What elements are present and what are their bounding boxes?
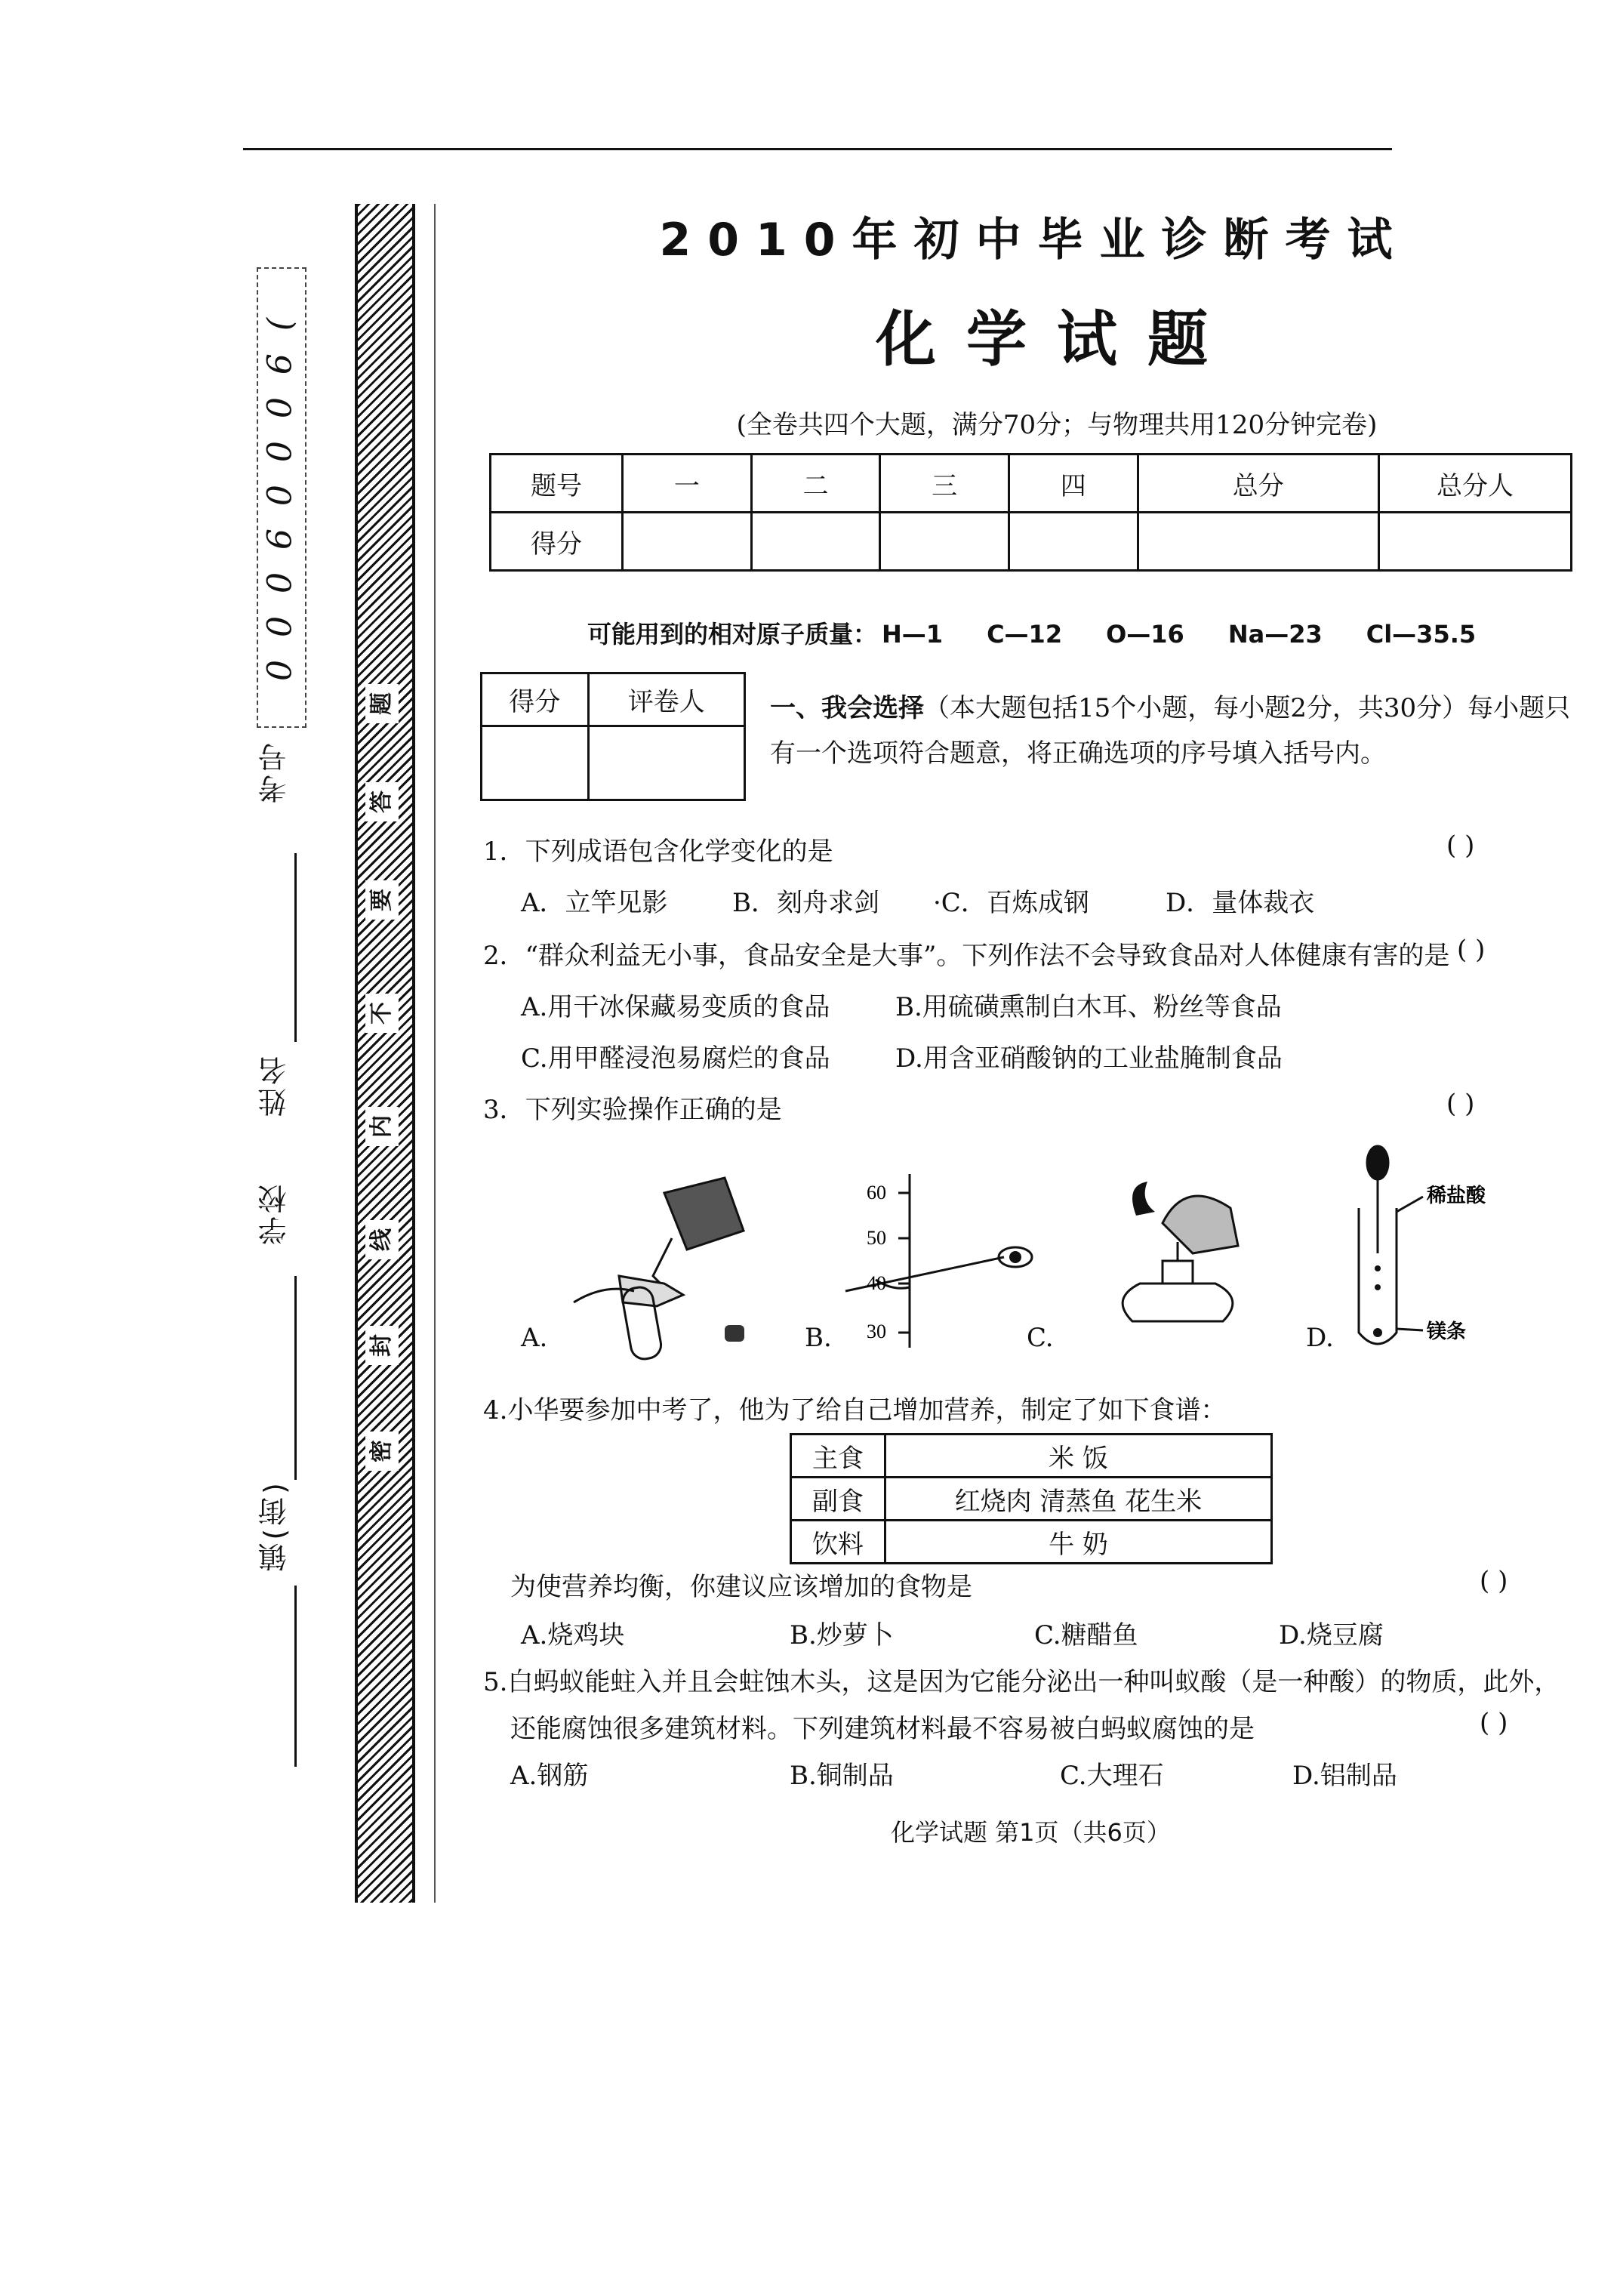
menu-value: 牛 奶 <box>885 1521 1272 1564</box>
question-1: 1．下列成语包含化学变化的是 <box>483 837 833 867</box>
q1-option-d: D．量体裁衣 <box>1166 888 1315 918</box>
question-5: 5.白蚂蚁能蛀入并且会蛀蚀木头，这是因为它能分泌出一种叫蚁酸（是一种酸）的物质，此外， <box>483 1667 1560 1697</box>
score-table <box>489 453 1572 572</box>
margin-separator <box>434 204 436 1903</box>
atomic-mass-item: C—12 <box>987 620 1063 649</box>
atomic-masses-label: 可能用到的相对原子质量： <box>587 620 878 649</box>
q2-option-c: C.用甲醛浸泡易腐烂的食品 <box>521 1043 830 1074</box>
score-row-label: 得分 <box>491 513 623 571</box>
strip-char: 封 <box>365 1326 399 1365</box>
strip-char: 内 <box>365 1107 399 1146</box>
section1-heading <box>770 686 1585 776</box>
subject-title: 化学试题 <box>876 304 1238 374</box>
exam-number-label: 考号 <box>258 740 291 803</box>
menu-key: 主食 <box>791 1435 885 1478</box>
q5-option-c: C.大理石 <box>1060 1761 1164 1791</box>
q1-option-c: ·C．百炼成钢 <box>933 888 1089 918</box>
atomic-mass-item: H—1 <box>882 620 944 649</box>
question-5-cont: 还能腐蚀很多建筑材料。下列建筑材料最不容易被白蚂蚁腐蚀的是 <box>510 1714 1255 1744</box>
figure-d-dropper <box>1344 1140 1540 1359</box>
hydrochloric-acid-label: 稀盐酸 <box>1427 1185 1486 1207</box>
answer-blank-5[interactable]: ( ) <box>1480 1708 1508 1738</box>
grader-table <box>480 672 746 801</box>
menu-key: 饮料 <box>791 1521 885 1564</box>
section1-instruction: （本大题包括15个小题，每小题2分，共30分）每小题只有一个选项符合题意，将正确选项的序号填入括号内。 <box>770 693 1571 769</box>
figure-c-alcohol-lamp <box>1079 1170 1276 1359</box>
score-cell[interactable] <box>1009 513 1138 571</box>
flame-icon <box>1132 1182 1155 1216</box>
figure-label-b: B. <box>805 1323 832 1353</box>
atomic-mass-item: O—16 <box>1106 620 1184 649</box>
grader-name-cell[interactable] <box>588 726 744 800</box>
grader-score-header: 得分 <box>482 673 589 726</box>
score-header-cell: 题号 <box>491 455 623 513</box>
score-header-cell: 二 <box>751 455 880 513</box>
q4-option-c: C.糖醋鱼 <box>1034 1620 1138 1650</box>
q1-option-b: B．刻舟求剑 <box>732 888 879 918</box>
cylinder-tick: 60 <box>867 1182 886 1203</box>
q5-option-b: B.铜制品 <box>790 1761 894 1791</box>
q1-option-a: A．立竿见影 <box>521 888 668 918</box>
exam-number-line <box>294 853 297 1042</box>
score-cell[interactable] <box>751 513 880 571</box>
score-header-cell: 四 <box>1009 455 1138 513</box>
strip-char: 题 <box>365 684 399 723</box>
strip-char: 线 <box>365 1220 399 1259</box>
cylinder-tick: 30 <box>867 1321 886 1342</box>
strip-char: 密 <box>365 1432 399 1471</box>
question-2: 2．“群众利益无小事，食品安全是大事”。下列作法不会导致食品对人体健康有害的是 <box>483 941 1450 971</box>
figure-label-a: A. <box>521 1323 548 1353</box>
school-line <box>294 1276 297 1480</box>
section1-title: 一、我会选择 <box>770 693 924 723</box>
magnesium-label: 镁条 <box>1427 1321 1467 1343</box>
score-cell[interactable] <box>880 513 1009 571</box>
answer-blank-4[interactable]: ( ) <box>1480 1566 1508 1596</box>
q2-option-b: B.用硫磺熏制白木耳、粉丝等食品 <box>895 992 1282 1022</box>
town-label: 镇(街) <box>258 1480 291 1572</box>
menu-value: 红烧肉 清蒸鱼 花生米 <box>885 1478 1272 1521</box>
top-rule <box>243 148 1392 150</box>
score-header-cell: 三 <box>880 455 1009 513</box>
grader-name-header: 评卷人 <box>588 673 744 726</box>
score-cell[interactable] <box>1138 513 1378 571</box>
question-4-follow: 为使营养均衡，你建议应该增加的食物是 <box>510 1572 972 1602</box>
figure-label-c: C. <box>1027 1323 1054 1353</box>
answer-blank-2[interactable]: ( ) <box>1457 935 1486 965</box>
q4-option-a: A.烧鸡块 <box>521 1620 625 1650</box>
eye-icon <box>1009 1251 1021 1263</box>
town-line <box>294 1586 297 1767</box>
q5-option-a: A.钢筋 <box>510 1761 589 1791</box>
score-cell[interactable] <box>623 513 752 571</box>
score-header-cell: 总分人 <box>1379 455 1572 513</box>
atomic-mass-item: Cl—35.5 <box>1366 620 1477 649</box>
school-label: 学校 <box>258 1182 291 1245</box>
q4-option-d: D.烧豆腐 <box>1279 1620 1384 1650</box>
figure-b-cylinder <box>830 1170 1042 1351</box>
q2-option-a: A.用干冰保藏易变质的食品 <box>521 992 830 1022</box>
strip-char: 不 <box>365 994 399 1033</box>
question-3: 3．下列实验操作正确的是 <box>483 1095 782 1125</box>
cylinder-tick: 50 <box>867 1227 886 1249</box>
bottle-stopper <box>725 1325 744 1342</box>
menu-value: 米 饭 <box>885 1435 1272 1478</box>
atomic-masses <box>587 615 1520 650</box>
menu-table <box>790 1433 1273 1564</box>
q4-option-b: B.炒萝卜 <box>790 1620 894 1650</box>
grader-score-cell[interactable] <box>482 726 589 800</box>
cylinder-tick: 40 <box>867 1272 886 1294</box>
score-cell[interactable] <box>1379 513 1572 571</box>
figure-label-d: D. <box>1306 1323 1334 1353</box>
name-label: 姓名 <box>258 1053 291 1117</box>
exam-note: (全卷共四个大题，满分70分；与物理共用120分钟完卷) <box>736 410 1378 440</box>
figure-a-pouring <box>551 1163 778 1367</box>
exam-number-value: 0 0 0 6 0 0 0 6 ( <box>260 311 300 681</box>
page-footer: 化学试题 第1页（共6页） <box>891 1818 1171 1847</box>
q2-option-d: D.用含亚硝酸钠的工业盐腌制食品 <box>895 1043 1283 1074</box>
question-4: 4.小华要参加中考了，他为了给自己增加营养，制定了如下食谱： <box>483 1395 1227 1425</box>
menu-key: 副食 <box>791 1478 885 1521</box>
atomic-mass-item: Na—23 <box>1227 620 1323 649</box>
q5-option-d: D.铝制品 <box>1292 1761 1397 1791</box>
answer-blank-3[interactable]: ( ) <box>1446 1089 1475 1119</box>
exam-title: 2010年初中毕业诊断考试 <box>659 214 1409 267</box>
strip-char: 要 <box>365 880 399 920</box>
score-header-cell: 总分 <box>1138 455 1378 513</box>
score-header-cell: 一 <box>623 455 752 513</box>
answer-blank-1[interactable]: ( ) <box>1446 831 1475 861</box>
strip-char: 答 <box>365 782 399 821</box>
seal-line-strip <box>355 204 415 1903</box>
